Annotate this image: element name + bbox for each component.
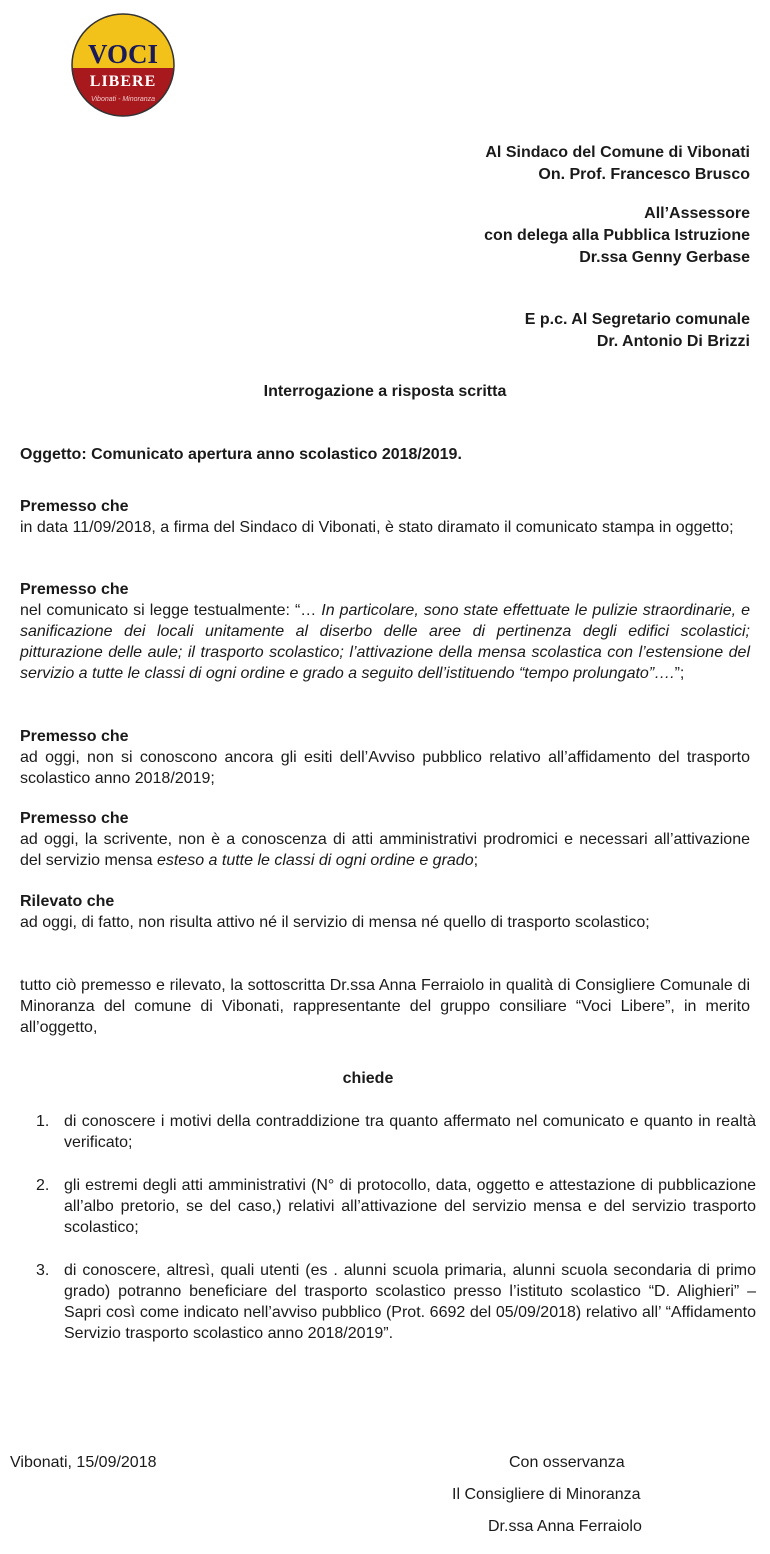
recipient-secretary — [525, 309, 750, 353]
request-heading: chiede — [342, 1070, 394, 1087]
logo-word-voci: VOCI — [88, 39, 158, 69]
list-item-number: 3. — [36, 1262, 50, 1279]
section-text-tail: ”; — [674, 665, 685, 682]
section-text — [20, 600, 750, 684]
recipient-secretary-line2: Dr. Antonio Di Brizzi — [596, 333, 750, 350]
recipient-assessor — [484, 203, 750, 269]
section-text: ad oggi, di fatto, non risulta attivo né il servizio di mensa né quello di trasporto scolastico; — [20, 914, 650, 931]
list-item-text: di conoscere i motivi della contraddizione tra quanto affermato nel comunicato e quanto in realtà verificato; — [64, 1113, 756, 1151]
signer-role: Il Consigliere di Minoranza — [452, 1486, 641, 1503]
logo-ring-text: Vibonati - Minoranza — [90, 96, 156, 103]
voci-libere-logo — [70, 12, 176, 118]
list-item-text: gli estremi degli atti amministrativi (N° di protocollo, data, oggetto e attestazione di pubblicazione all’albo pretorio, se del caso,) relativi all’attivazione del servizio mensa e del servizio trasporto scolastico; — [64, 1177, 756, 1236]
section-heading: Premesso che — [20, 728, 129, 745]
document-title: Interrogazione a risposta scritta — [263, 383, 507, 400]
section-heading: Rilevato che — [20, 893, 115, 910]
quoted-text: In particolare, sono state effettuate le pulizie straordinarie, e sanificazione dei locali unitamente al diserbo delle aree di pertinenza degli edifici scolastici; pitturazione delle aule; il trasporto scolastico; l’attivazione della mensa scolastica con l’estensione del servizio a tutte le classi di ogni ordine e grado a seguito dell’istituendo “tempo prolungato”…. — [20, 602, 750, 682]
recipient-mayor — [485, 142, 750, 186]
section-heading: Premesso che — [20, 581, 129, 598]
subject-line: Oggetto: Comunicato apertura anno scolastico 2018/2019. — [20, 446, 462, 463]
section-heading: Premesso che — [20, 810, 129, 827]
logo-emblem — [70, 12, 176, 118]
conclusion-paragraph: tutto ciò premesso e rilevato, la sottoscritta Dr.ssa Anna Ferraiolo in qualità di Consigliere Comunale di Minoranza del comune di Vibonati, rappresentante del gruppo consiliare “Voci Libere”, in merito all’oggetto, — [20, 977, 750, 1036]
section-text-lead: nel comunicato si legge testualmente: “… — [20, 602, 322, 619]
list-item — [20, 1260, 756, 1344]
request-list — [20, 1111, 756, 1366]
recipient-assessor-line3: Dr.ssa Genny Gerbase — [579, 249, 750, 266]
list-item — [20, 1111, 756, 1153]
section-finding — [20, 891, 750, 933]
section-text-tail: ; — [473, 852, 479, 869]
list-item — [20, 1175, 756, 1238]
logo-word-libere: LIBERE — [89, 73, 157, 90]
list-item-number: 1. — [36, 1113, 50, 1130]
recipient-assessor-line1: All’Assessore — [644, 205, 750, 222]
section-premise-3 — [20, 726, 750, 789]
place-date: Vibonati, 15/09/2018 — [10, 1454, 157, 1471]
recipient-secretary-line1: E p.c. Al Segretario comunale — [524, 311, 750, 328]
section-premise-4 — [20, 808, 750, 871]
recipient-assessor-line2: con delega alla Pubblica Istruzione — [484, 227, 750, 244]
section-text-lead: ad oggi, la scrivente, non è a conoscenza di atti amministrativi prodromici e necessari all’attivazione del servizio mensa — [20, 831, 750, 869]
section-text: ad oggi, non si conoscono ancora gli esiti dell’Avviso pubblico relativo all’affidamento del trasporto scolastico anno 2018/2019; — [20, 749, 750, 787]
list-item-number: 2. — [36, 1177, 50, 1194]
section-heading: Premesso che — [20, 498, 129, 515]
recipient-mayor-line2: On. Prof. Francesco Brusco — [538, 166, 750, 183]
closing-salutation: Con osservanza — [509, 1454, 625, 1471]
section-premise-1 — [20, 496, 750, 538]
section-text — [20, 829, 750, 871]
recipient-mayor-line1: Al Sindaco del Comune di Vibonati — [485, 144, 750, 161]
section-premise-2 — [20, 579, 750, 684]
signer-name: Dr.ssa Anna Ferraiolo — [488, 1518, 642, 1535]
list-item-text: di conoscere, altresì, quali utenti (es . alunni scuola primaria, alunni scuola secondaria di primo grado) potranno beneficiare del trasporto scolastico presso l’istituto scolastico “D. Alighieri” – Sapri così come indicato nell’avviso pubblico (Prot. 6692 del 05/09/2018) relativo all’ “Affidamento Servizio trasporto scolastico anno 2018/2019”. — [64, 1262, 756, 1342]
italic-text: esteso a tutte le classi di ogni ordine e grado — [156, 852, 474, 869]
section-text: in data 11/09/2018, a firma del Sindaco di Vibonati, è stato diramato il comunicato stampa in oggetto; — [20, 519, 734, 536]
